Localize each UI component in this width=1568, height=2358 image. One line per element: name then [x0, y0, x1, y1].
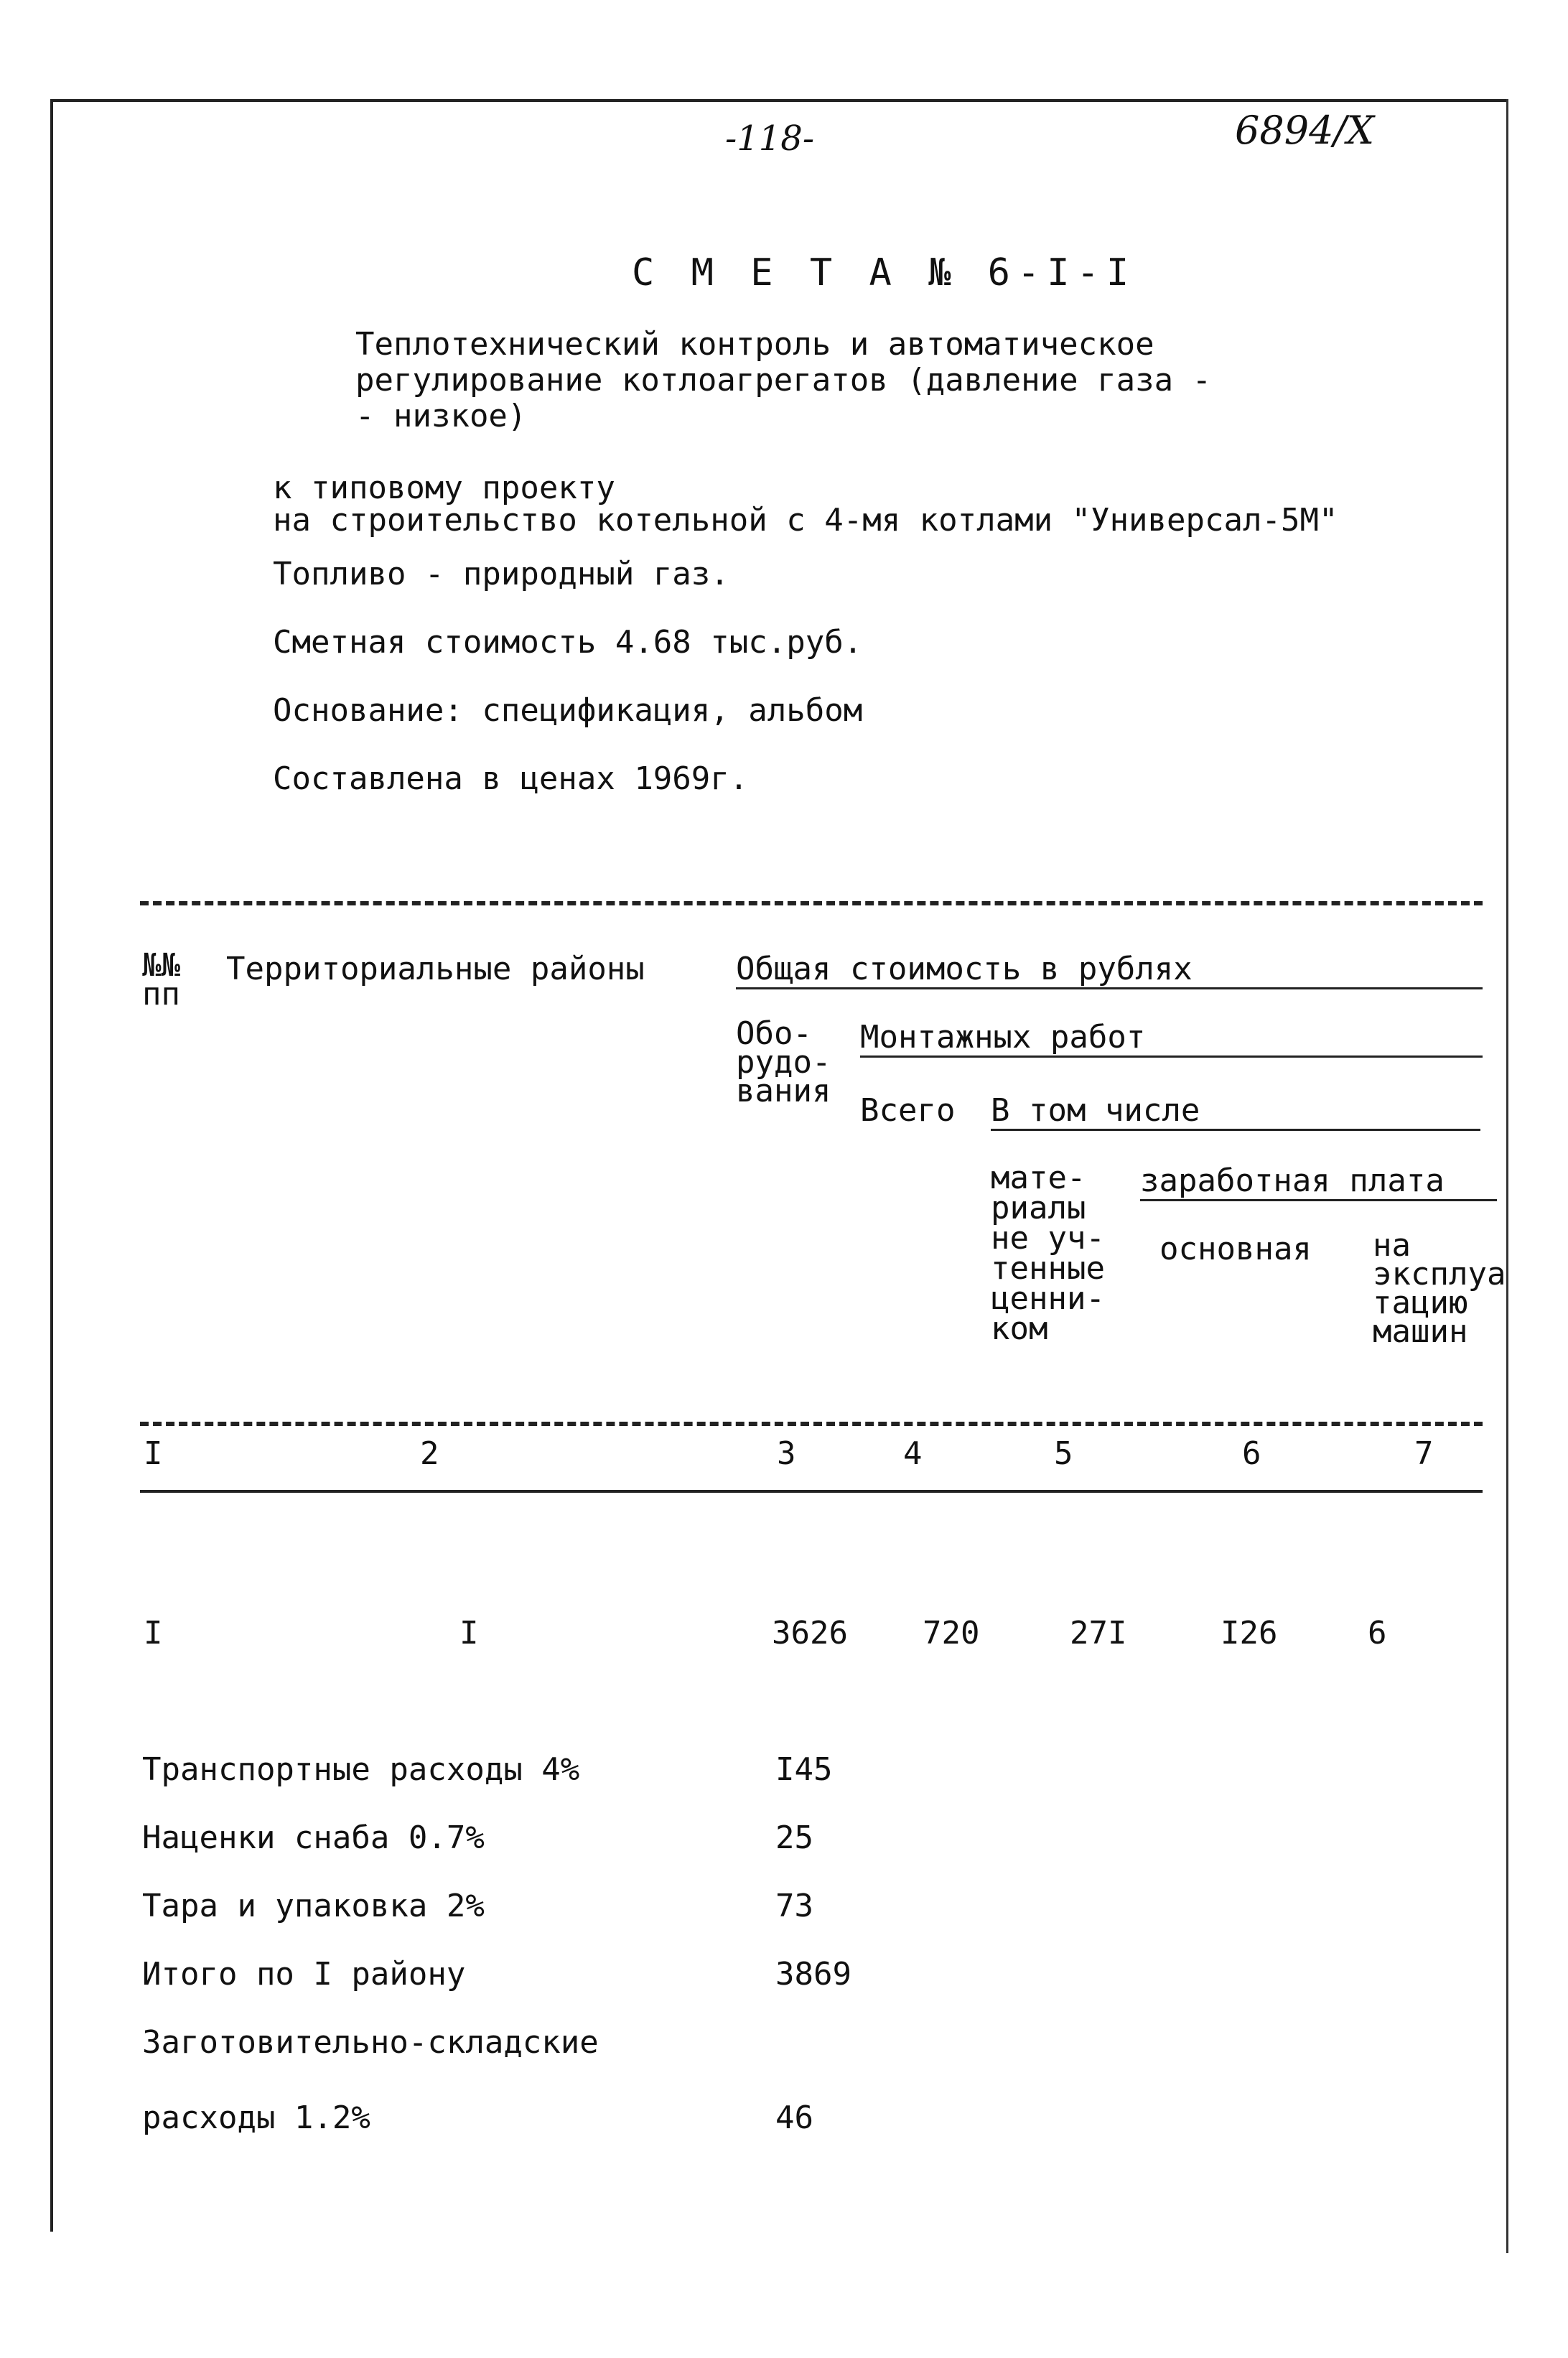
col-total-cost-header: Общая стоимость в рублях [736, 951, 1483, 989]
table-cell: 720 [923, 1615, 980, 1651]
dashed-rule [140, 901, 1483, 905]
col-number-5: 5 [1054, 1435, 1073, 1472]
col-num-header: №№ пп [142, 947, 180, 1012]
col-wages-header: заработная плата [1140, 1163, 1497, 1201]
summary-label: Тара и упаковка 2% [142, 1888, 485, 1924]
table-cell: 27I [1070, 1615, 1127, 1651]
col-all-header: Всего [860, 1092, 956, 1129]
summary-value: 25 [775, 1819, 813, 1856]
archive-number: 6894/X [1235, 108, 1375, 153]
project-line-1: к типовому проекту [273, 470, 615, 506]
subtitle-line-2: регулирование котлоагрегатов (давление газа - [355, 362, 1212, 399]
col-installation-header: Монтажных работ [860, 1020, 1483, 1058]
basis-line: Основание: спецификация, альбом [273, 692, 863, 729]
fuel-line: Топливо - природный газ. [273, 556, 729, 592]
subtitle-line-3: - низкое) [355, 398, 527, 434]
subtitle-line-1: Теплотехнический контроль и автоматическое [355, 326, 1154, 363]
summary-value: 73 [775, 1888, 813, 1924]
col-machines-header: на эксплуа тацию машин [1373, 1227, 1506, 1350]
summary-value: 3869 [775, 1956, 851, 1993]
col-number-6: 6 [1242, 1435, 1261, 1472]
page-number: -118- [725, 118, 815, 159]
col-regions-header: Территориальные районы [226, 951, 645, 987]
frame-top-border [50, 99, 1508, 102]
summary-label: Транспортные расходы 4% [142, 1751, 580, 1788]
frame-right-border [1506, 99, 1508, 2253]
summary-label: Итого по I району [142, 1956, 466, 1993]
summary-value: I45 [775, 1751, 833, 1788]
solid-rule [140, 1490, 1483, 1493]
col-number-4: 4 [903, 1435, 923, 1472]
table-cell: I [144, 1615, 163, 1651]
table-cell: I [459, 1615, 479, 1651]
col-number-2: 2 [420, 1435, 439, 1472]
col-equipment-header: Обо- рудо- вания [736, 1015, 831, 1109]
prices-line: Составлена в ценах 1969г. [273, 760, 749, 797]
col-basic-header: основная [1159, 1231, 1312, 1267]
project-line-2: на строительство котельной с 4-мя котлами "Универсал-5М" [273, 502, 1338, 539]
document-title: С М Е Т А № 6-I-I [632, 251, 1137, 294]
summary-label: Наценки снаба 0.7% [142, 1819, 485, 1856]
table-cell: I26 [1221, 1615, 1278, 1651]
summary-value: 46 [775, 2100, 813, 2136]
cost-line: Сметная стоимость 4.68 тыс.руб. [273, 624, 863, 661]
col-materials-header: мате- риалы не уч- тенные ценни- ком [991, 1160, 1105, 1347]
table-cell: 6 [1368, 1615, 1387, 1651]
col-number-3: 3 [777, 1435, 796, 1472]
frame-left-border [50, 99, 53, 2232]
col-including-header: В том числе [991, 1093, 1480, 1131]
summary-label: Заготовительно-складские [142, 2024, 599, 2061]
summary-label: расходы 1.2% [142, 2100, 370, 2136]
table-cell: 3626 [772, 1615, 848, 1651]
dashed-rule [140, 1422, 1483, 1426]
col-number-7: 7 [1414, 1435, 1434, 1472]
col-number-1: I [144, 1435, 163, 1472]
